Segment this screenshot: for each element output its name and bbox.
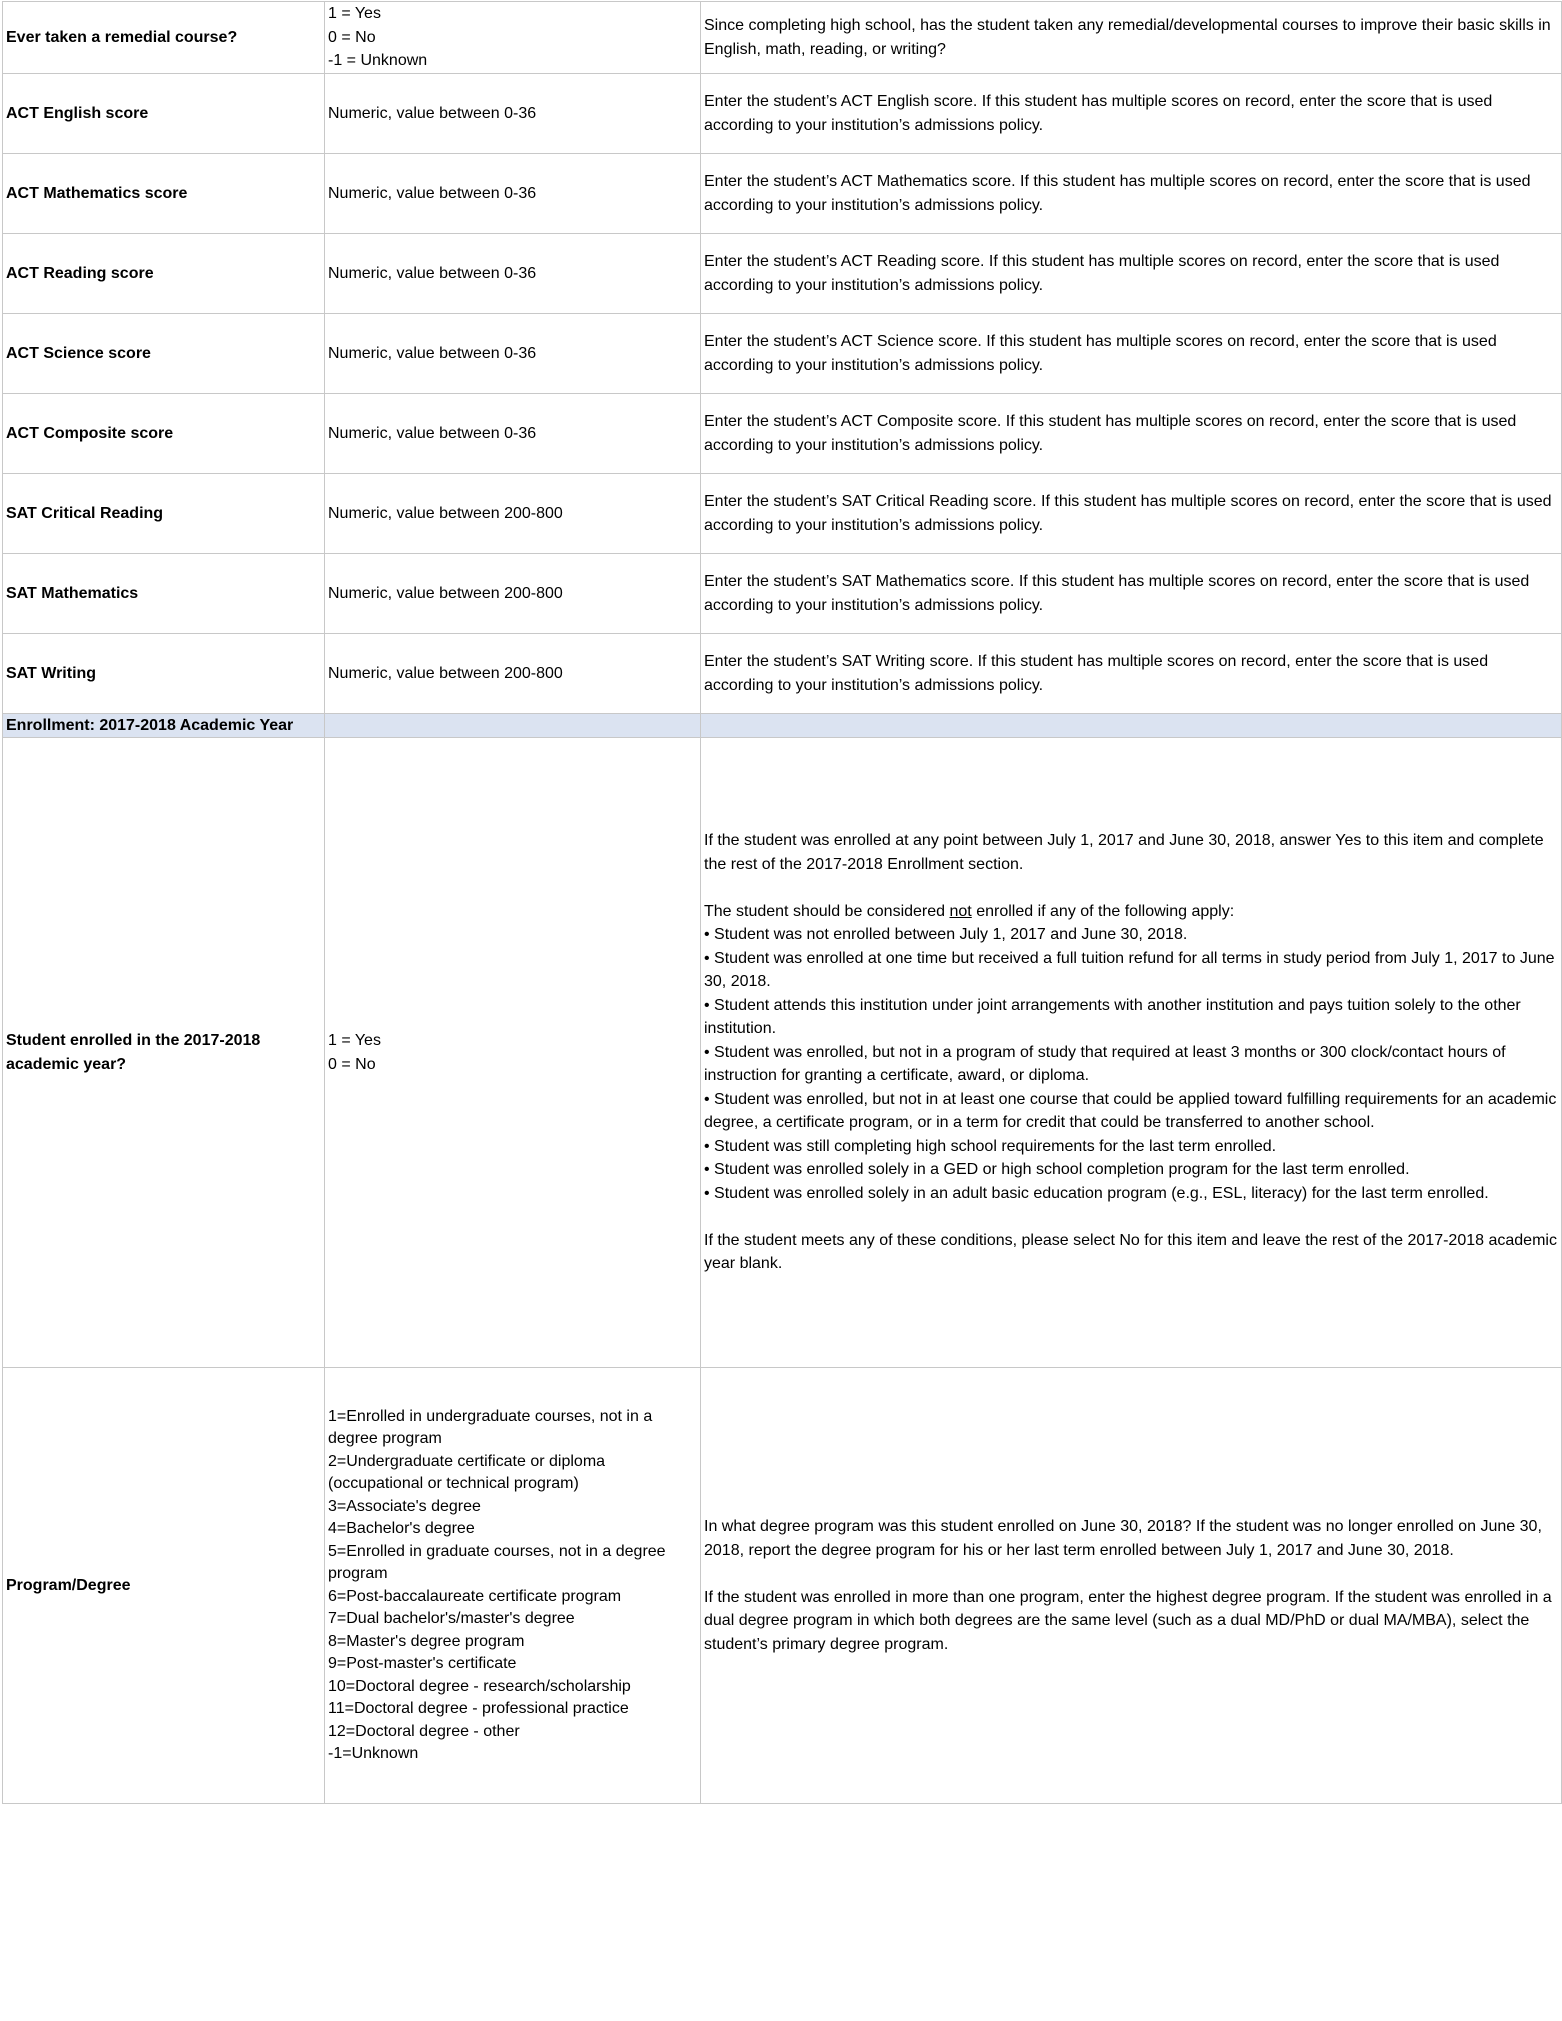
bullet-item: • Student was enrolled, but not in at least one course that could be applied toward fulfilling requirements for an academic degree, a certificate program, or in a term for credit that could be transferred to another school. (704, 1090, 1557, 1132)
data-dictionary-table (2, 1, 1562, 1804)
field-values (325, 2, 701, 74)
value-option: 5=Enrolled in graduate courses, not in a degree program (328, 1542, 666, 1582)
table-row (3, 74, 1562, 154)
field-description: Since completing high school, has the student taken any remedial/developmental courses to improve their basic skills in English, math, reading, or writing? (701, 2, 1562, 74)
table-row (3, 2, 1562, 74)
field-values: Numeric, value between 0-36 (325, 394, 701, 474)
value-option: -1 = Unknown (328, 52, 428, 70)
field-values: Numeric, value between 0-36 (325, 74, 701, 154)
value-option: 11=Doctoral degree - professional practice (328, 1700, 629, 1717)
table-row (3, 314, 1562, 394)
field-label: SAT Writing (3, 634, 325, 714)
description-closing: If the student meets any of these conditions, please select No for this item and leave the rest of the 2017-2018 academic year blank. (704, 1231, 1557, 1273)
table-row (3, 474, 1562, 554)
field-label: Ever taken a remedial course? (3, 2, 325, 74)
value-option: 0 = No (328, 1055, 376, 1073)
field-description: Enter the student’s SAT Critical Reading score. If this student has multiple scores on record, enter the score that is used according to your institution’s admissions policy. (701, 474, 1562, 554)
field-description (701, 738, 1562, 1368)
value-option: 1=Enrolled in undergraduate courses, not in a degree program (328, 1407, 653, 1447)
table-row (3, 394, 1562, 474)
field-label: ACT Science score (3, 314, 325, 394)
description-paragraph: In what degree program was this student enrolled on June 30, 2018? If the student was no longer enrolled on June 30, 2018, report the degree program for his or her last term enrolled between July 1, 2017 and June 30, 2018. (704, 1518, 1542, 1559)
table-row (3, 634, 1562, 714)
field-description: Enter the student’s ACT Mathematics score. If this student has multiple scores on record, enter the score that is used according to your institution’s admissions policy. (701, 154, 1562, 234)
field-label: ACT English score (3, 74, 325, 154)
field-description: Enter the student’s SAT Writing score. If this student has multiple scores on record, enter the score that is used according to your institution’s admissions policy. (701, 634, 1562, 714)
field-description: Enter the student’s ACT Science score. If this student has multiple scores on record, enter the score that is used according to your institution’s admissions policy. (701, 314, 1562, 394)
bullet-item: • Student was not enrolled between July 1, 2017 and June 30, 2018. (704, 926, 1188, 944)
field-values: Numeric, value between 0-36 (325, 154, 701, 234)
field-description: Enter the student’s ACT Composite score. If this student has multiple scores on record, enter the score that is used according to your institution’s admissions policy. (701, 394, 1562, 474)
value-option: 6=Post-baccalaureate certificate program (328, 1587, 622, 1605)
value-option: 9=Post-master's certificate (328, 1655, 517, 1672)
table-row (3, 554, 1562, 634)
value-option: 2=Undergraduate certificate or diploma (occupational or technical program) (328, 1452, 606, 1492)
field-description: Enter the student’s ACT English score. If this student has multiple scores on record, enter the score that is used according to your institution’s admissions policy. (701, 74, 1562, 154)
value-option: 4=Bachelor's degree (328, 1520, 475, 1537)
field-label: Student enrolled in the 2017-2018 academic year? (3, 738, 325, 1368)
field-description: Enter the student’s ACT Reading score. If this student has multiple scores on record, enter the score that is used according to your institution’s admissions policy. (701, 234, 1562, 314)
table-row (3, 738, 1562, 1368)
table-row (3, 1368, 1562, 1804)
value-option: 1 = Yes (328, 5, 381, 23)
value-option: 12=Doctoral degree - other (328, 1722, 520, 1740)
bullet-item: • Student was enrolled at one time but received a full tuition refund for all terms in study period from July 1, 2017 to June 30, 2018. (704, 949, 1555, 991)
table-row (3, 234, 1562, 314)
field-values (325, 1368, 701, 1804)
field-label: ACT Composite score (3, 394, 325, 474)
field-values: Numeric, value between 0-36 (325, 234, 701, 314)
field-label: SAT Mathematics (3, 554, 325, 634)
field-values: Numeric, value between 200-800 (325, 634, 701, 714)
value-option: 8=Master's degree program (328, 1632, 525, 1650)
value-option: 3=Associate's degree (328, 1497, 481, 1515)
value-option: 7=Dual bachelor's/master's degree (328, 1610, 575, 1627)
value-option: 0 = No (328, 28, 376, 46)
field-values: Numeric, value between 0-36 (325, 314, 701, 394)
field-label: Program/Degree (3, 1368, 325, 1804)
field-description: Enter the student’s SAT Mathematics score. If this student has multiple scores on record, enter the score that is used according to your institution’s admissions policy. (701, 554, 1562, 634)
bullet-item: • Student attends this institution under joint arrangements with another institution and pays tuition solely to the other institution. (704, 996, 1521, 1038)
description-intro: If the student was enrolled at any point between July 1, 2017 and June 30, 2018, answer Yes to this item and complete the rest of the 2017-2018 Enrollment section. (704, 832, 1544, 873)
bullet-item: • Student was enrolled solely in a GED or high school completion program for the last term enrolled. (704, 1161, 1410, 1179)
table-row (3, 154, 1562, 234)
value-option: 1 = Yes (328, 1032, 381, 1049)
bullet-item: • Student was still completing high school requirements for the last term enrolled. (704, 1137, 1277, 1155)
value-option: 10=Doctoral degree - research/scholarship (328, 1677, 631, 1695)
not-enrolled-heading: The student should be considered not enrolled if any of the following apply: (704, 902, 1235, 920)
field-label: ACT Mathematics score (3, 154, 325, 234)
field-values (325, 738, 701, 1368)
bullet-item: • Student was enrolled solely in an adult basic education program (e.g., ESL, literacy) for the last term enrolled. (704, 1184, 1489, 1202)
field-values: Numeric, value between 200-800 (325, 554, 701, 634)
section-title: Enrollment: 2017-2018 Academic Year (3, 714, 325, 738)
field-label: SAT Critical Reading (3, 474, 325, 554)
field-values: Numeric, value between 200-800 (325, 474, 701, 554)
bullet-item: • Student was enrolled, but not in a program of study that required at least 3 months or 300 clock/contact hours of instruction for granting a certificate, award, or diploma. (704, 1043, 1506, 1085)
section-header-row (3, 714, 1562, 738)
value-option: -1=Unknown (328, 1745, 419, 1762)
field-description (701, 1368, 1562, 1804)
field-label: ACT Reading score (3, 234, 325, 314)
description-paragraph: If the student was enrolled in more than one program, enter the highest degree program. If the student was enrolled in a dual degree program in which both degrees are the same level (such as a dual MD/PhD or dual MA/MBA), select the student’s primary degree program. (704, 1588, 1552, 1653)
